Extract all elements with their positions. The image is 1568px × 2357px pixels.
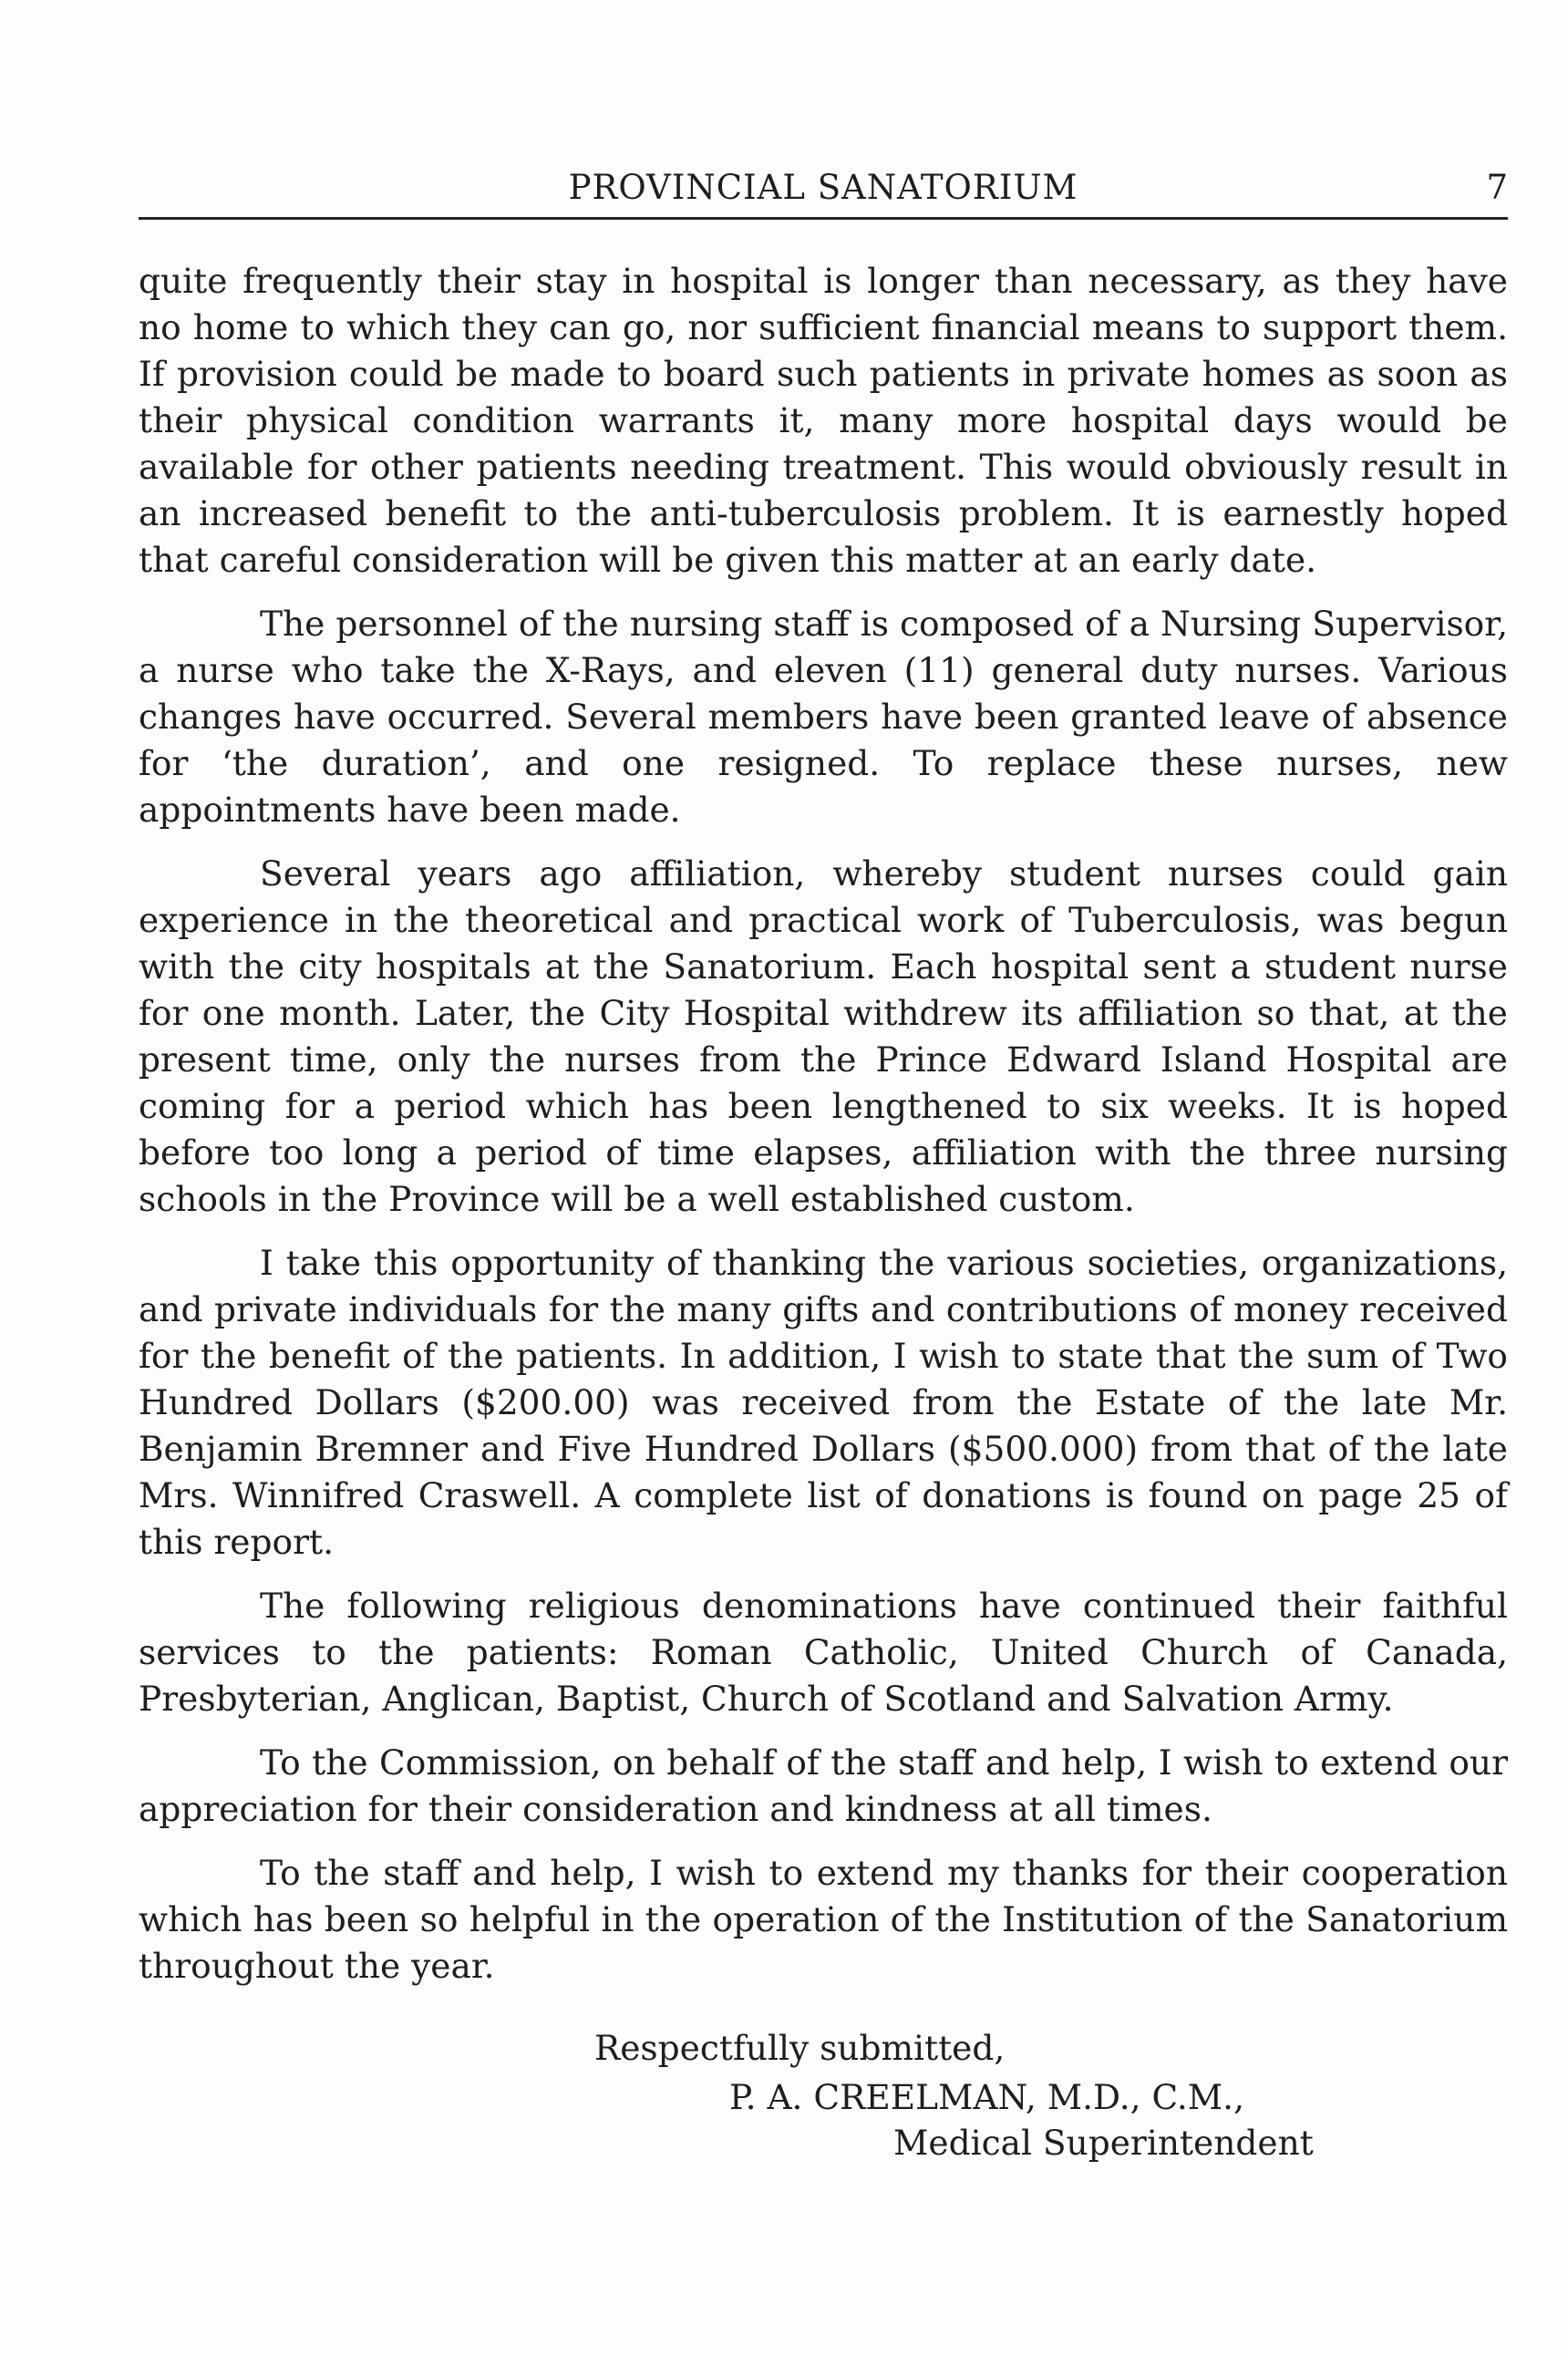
paragraph-religious-services: The following religious denominations have continued their faithful services to the patients: Roman Catholic, United Church of Canada, Presbyterian, Anglican, Baptist, Church of Scotland and Salvation Army. <box>139 1586 1508 1719</box>
page-header <box>139 162 1508 220</box>
paragraph-commission-thanks: To the Commission, on behalf of the staff and help, I wish to extend our appreciation for their consideration and kindness at all times. <box>139 1742 1508 1829</box>
paragraph-nursing-staff: The personnel of the nursing staff is composed of a Nursing Supervisor, a nurse who take the X-Rays, and eleven (11) general duty nurses. Various changes have occurred. Several members have been granted leave of absence for ‘the duration’, and one resigned. To replace these nurses, new appointments have been made. <box>139 604 1508 830</box>
paragraph-staff-thanks: To the staff and help, I wish to extend my thanks for their cooperation which has been so helpful in the operation of the Institution of the Sanatorium throughout the year. <box>139 1853 1508 1986</box>
signature-name: P. A. CREELMAN, M.D., C.M., <box>729 2077 1245 2117</box>
paragraph-donations: I take this opportunity of thanking the various societies, organizations, and private individuals for the many gifts and contributions of money received for the benefit of the patients. In addition, I wish to state that the sum of Two Hundred Dollars ($200.00) was received from the Estate of the late Mr. Benjamin Bremner and Five Hundred Dollars ($500.000) from that of the late Mrs. Winnifred Craswell. A complete list of donations is found on page 25 of this report. <box>139 1243 1508 1562</box>
page-number: 7 <box>1486 168 1508 207</box>
paragraph-affiliation: Several years ago affiliation, whereby student nurses could gain experience in the theoretical and practical work of Tuberculosis, was begun with the city hospitals at the Sanatorium. Each hospital sent a student nurse for one month. Later, the City Hospital withdrew its affiliation so that, at the present time, only the nurses from the Prince Edward Island Hospital are coming for a period which has been lengthened to six weeks. It is hoped before too long a period of time elapses, affiliation with the three nursing schools in the Province will be a well established custom. <box>139 853 1508 1219</box>
signature-closing: Respectfully submitted, <box>594 2028 1006 2068</box>
running-title: PROVINCIAL SANATORIUM <box>568 168 1078 207</box>
signature-title: Medical Superintendent <box>893 2123 1314 2163</box>
paragraph-continuation: quite frequently their stay in hospital is longer than necessary, as they have no home to which they can go, nor sufficient financial means to support them. If provision could be made to board such patients in private homes as soon as their physical condition warrants it, many more hospital days would be available for other patients needing treatment. This would obviously result in an increased benefit to the anti-tuberculosis problem. It is earnestly hoped that careful consideration will be given this matter at an early date. <box>139 261 1508 580</box>
body-text <box>139 258 1508 2007</box>
